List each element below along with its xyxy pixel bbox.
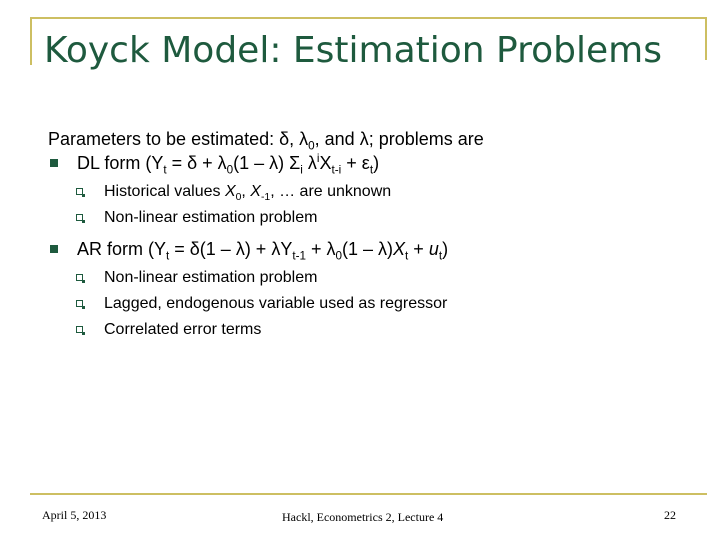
hollow-square-bullet-icon — [76, 188, 83, 195]
hollow-square-bullet-icon — [76, 300, 83, 307]
sub-bullet-nonlinear-ar: Non-linear estimation problem — [48, 265, 688, 291]
hollow-square-bullet-icon — [76, 214, 83, 221]
square-bullet-icon — [50, 245, 58, 253]
sub-bullet-lagged-regressor: Lagged, endogenous variable used as regressor — [48, 291, 688, 317]
frame-right-line — [705, 17, 707, 60]
sub-bullet-historical-values: Historical values $X_0$, $X_{-1}$, … are unknown — [48, 179, 688, 205]
slide-number: 22 — [664, 508, 676, 522]
slide-body — [48, 127, 688, 343]
bullet-dl-form: DL form ($Y_t = \delta + \lambda_0(1 - \lambda)$ $\Sigma_i$ $\lambda^iX_{t-i} + \varepsilon_t$) — [48, 151, 688, 175]
hollow-square-bullet-icon — [76, 274, 83, 281]
square-bullet-icon — [50, 159, 58, 167]
frame-bottom-line — [30, 493, 707, 495]
frame-top-line — [30, 17, 707, 19]
slide-title: Koyck Model: Estimation Problems — [44, 30, 662, 71]
intro-line: Parameters to be estimated: δ, $\lambda_0$, and λ; problems are — [48, 129, 484, 153]
sub-bullet-correlated-errors: Correlated error terms — [48, 317, 688, 343]
hollow-square-bullet-icon — [76, 326, 83, 333]
frame-left-line — [30, 17, 32, 65]
bullet-ar-form: AR form $(Y_t = \delta(1 - \lambda) + \lambda Y_{t-1} + \lambda_0(1 - \lambda)X_t + u_t)$ — [48, 237, 688, 261]
footer-lecture: Hackl, Econometrics 2, Lecture 4 — [282, 510, 444, 524]
footer-date: April 5, 2013 — [42, 508, 107, 522]
sub-bullet-nonlinear-dl: Non-linear estimation problem — [48, 205, 688, 231]
